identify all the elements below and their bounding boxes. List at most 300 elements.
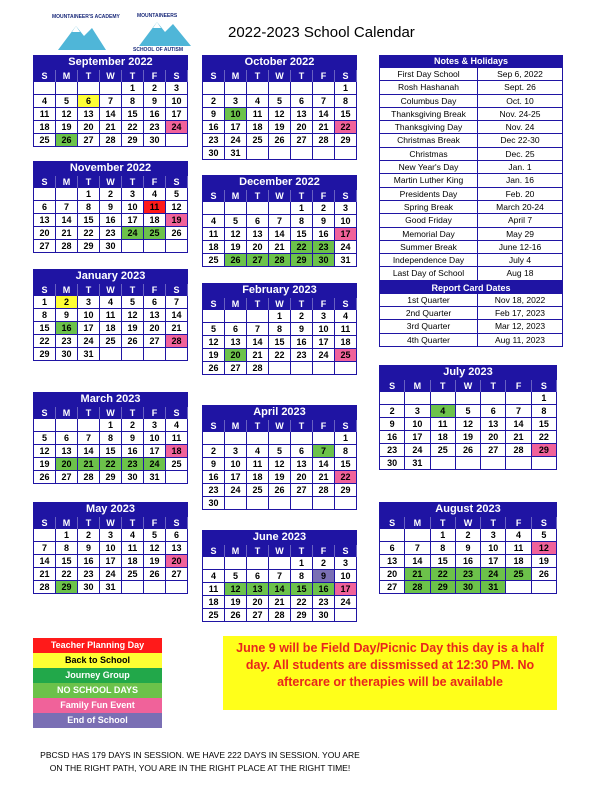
calendar-month-title: August 2023	[379, 502, 557, 516]
calendar-day: 21	[247, 349, 269, 362]
weekday-header: T	[291, 70, 313, 82]
calendar-day: 2	[78, 529, 100, 542]
calendar-day: 5	[532, 529, 557, 542]
calendar-day: 3	[225, 95, 247, 108]
calendar-day: 24	[122, 227, 144, 240]
notes-row	[379, 81, 563, 94]
notes-date: Dec. 25	[505, 148, 535, 159]
weekday-header: T	[431, 380, 456, 392]
calendar-day: 26	[269, 134, 291, 147]
weekday-header: F	[313, 70, 335, 82]
calendar-day: 2	[203, 95, 225, 108]
weekday-header: T	[78, 284, 100, 296]
legend-item: NO SCHOOL DAYS	[33, 683, 162, 698]
calendar-day: 11	[203, 583, 225, 596]
calendar-day: 16	[122, 445, 144, 458]
calendar-day: 2	[313, 557, 335, 570]
calendar-day: 10	[225, 108, 247, 121]
calendar-day: 19	[225, 596, 247, 609]
calendar-day: 3	[335, 202, 357, 215]
calendar-day: 6	[78, 95, 100, 108]
calendar-empty-cell	[166, 581, 188, 594]
notes-event: Christmas	[380, 148, 478, 160]
calendar-day: 6	[166, 529, 188, 542]
notes-date: Dec 22-30	[500, 135, 540, 146]
calendar-grid	[33, 516, 188, 594]
footer-line-2: ON THE RIGHT PATH, YOU ARE IN THE RIGHT PLACE AT THE RIGHT TIME!	[49, 763, 351, 773]
calendar-empty-cell	[225, 497, 247, 510]
calendar-day: 18	[144, 214, 166, 227]
calendar-empty-cell	[100, 348, 122, 361]
calendar-day: 2	[203, 445, 225, 458]
weekday-header: M	[225, 545, 247, 557]
calendar-day: 17	[166, 108, 188, 121]
calendar-day: 23	[313, 596, 335, 609]
calendar-month-title: March 2023	[33, 392, 188, 406]
calendar-empty-cell	[122, 581, 144, 594]
calendar-day: 14	[506, 418, 531, 431]
calendar-day: 27	[481, 444, 506, 457]
mountaineers-academy-logo	[50, 12, 120, 52]
weekday-header: S	[335, 545, 357, 557]
calendar-day: 3	[313, 310, 335, 323]
notes-and-holidays-table	[379, 55, 563, 347]
calendar-day: 6	[291, 445, 313, 458]
calendar-month-title: December 2022	[202, 175, 357, 189]
calendar-day: 14	[78, 445, 100, 458]
calendar-grid	[202, 419, 357, 510]
weekday-header: T	[247, 190, 269, 202]
calendar-day: 13	[481, 418, 506, 431]
calendar-day: 3	[335, 557, 357, 570]
calendar-day: 4	[122, 529, 144, 542]
calendar-day: 26	[532, 568, 557, 581]
calendar-day: 27	[166, 568, 188, 581]
calendar-day: 21	[269, 596, 291, 609]
legend-item: End of School	[33, 713, 162, 728]
calendar-empty-cell	[166, 471, 188, 484]
weekday-header: F	[144, 284, 166, 296]
calendar-day: 13	[166, 542, 188, 555]
calendar-empty-cell	[203, 310, 225, 323]
calendar-empty-cell	[34, 188, 56, 201]
calendar-day: 29	[78, 240, 100, 253]
calendar-day: 18	[166, 445, 188, 458]
calendar-day: 26	[56, 134, 78, 147]
notice-line-2: day. All students are dissmissed at 12:30 PM. No	[245, 658, 535, 672]
weekday-header: T	[78, 176, 100, 188]
calendar-day: 7	[78, 432, 100, 445]
calendar-day: 26	[269, 484, 291, 497]
weekday-header: W	[269, 70, 291, 82]
notes-date: Sept. 26	[504, 82, 536, 93]
calendar-day: 15	[269, 336, 291, 349]
notes-date: June 12-16	[498, 241, 542, 252]
calendar-day: 30	[122, 471, 144, 484]
calendar-empty-cell	[203, 557, 225, 570]
calendar-day: 30	[100, 240, 122, 253]
calendar-day: 20	[291, 471, 313, 484]
calendar-day: 6	[144, 296, 166, 309]
calendar-day: 11	[34, 108, 56, 121]
weekday-header: T	[78, 70, 100, 82]
logo-right-bottom-text: SCHOOL OF AUTISM	[133, 47, 183, 53]
notes-event: Columbus Day	[380, 95, 478, 107]
calendar-day: 9	[122, 432, 144, 445]
weekday-header: W	[100, 70, 122, 82]
calendar-day: 18	[122, 555, 144, 568]
weekday-header: T	[247, 420, 269, 432]
calendar-day: 7	[56, 201, 78, 214]
calendar-day: 31	[78, 348, 100, 361]
calendar-day: 26	[203, 362, 225, 375]
calendar-day: 8	[269, 323, 291, 336]
calendar-day: 4	[247, 95, 269, 108]
weekday-header: S	[166, 70, 188, 82]
calendar-day: 6	[247, 215, 269, 228]
calendar-day: 12	[269, 458, 291, 471]
weekday-header: W	[100, 407, 122, 419]
calendar-day: 16	[100, 214, 122, 227]
calendar-day: 1	[532, 392, 557, 405]
calendar-day: 23	[56, 335, 78, 348]
calendar-day: 18	[203, 596, 225, 609]
calendar-day: 6	[34, 201, 56, 214]
calendar-empty-cell	[247, 202, 269, 215]
calendar-day: 16	[291, 336, 313, 349]
notes-event: Good Friday	[380, 214, 478, 226]
calendar-day: 9	[313, 215, 335, 228]
notes-date: March 20-24	[496, 201, 544, 212]
calendar-day: 16	[78, 555, 100, 568]
calendar-day: 8	[291, 570, 313, 583]
calendar-day: 17	[335, 228, 357, 241]
calendar-jun	[202, 530, 357, 622]
notes-date: Nov. 24-25	[499, 108, 541, 119]
notes-event: Independence Day	[380, 254, 478, 266]
calendar-day: 19	[166, 214, 188, 227]
calendar-day: 1	[291, 557, 313, 570]
calendar-day: 31	[144, 471, 166, 484]
calendar-grid	[33, 69, 188, 147]
calendar-day: 15	[34, 322, 56, 335]
calendar-day: 31	[405, 457, 430, 470]
calendar-day: 3	[481, 529, 506, 542]
notes-date: Oct. 10	[506, 95, 534, 106]
calendar-day: 7	[313, 445, 335, 458]
weekday-header: F	[144, 407, 166, 419]
calendar-day: 16	[56, 322, 78, 335]
calendar-jan	[33, 269, 188, 361]
calendar-day: 15	[122, 108, 144, 121]
calendar-day: 22	[532, 431, 557, 444]
calendar-day: 26	[225, 609, 247, 622]
calendar-empty-cell	[166, 134, 188, 147]
calendar-empty-cell	[225, 82, 247, 95]
report-card-header: Report Card Dates	[379, 281, 563, 294]
calendar-day: 20	[78, 121, 100, 134]
calendar-day: 1	[291, 202, 313, 215]
weekday-header: M	[225, 70, 247, 82]
weekday-header: T	[122, 70, 144, 82]
calendar-day: 18	[247, 471, 269, 484]
calendar-day: 26	[122, 335, 144, 348]
notes-row	[379, 254, 563, 267]
calendar-day: 3	[122, 188, 144, 201]
calendar-day: 9	[100, 201, 122, 214]
calendar-empty-cell	[313, 497, 335, 510]
calendar-day: 23	[100, 227, 122, 240]
calendar-mar	[33, 392, 188, 484]
calendar-day: 5	[34, 432, 56, 445]
notice-line-1: June 9 will be Field Day/Picnic Day this day is a half	[236, 641, 544, 655]
weekday-header: T	[78, 407, 100, 419]
calendar-day: 4	[247, 445, 269, 458]
notes-row	[379, 68, 563, 81]
weekday-header: T	[291, 298, 313, 310]
calendar-day: 20	[380, 568, 405, 581]
calendar-day: 1	[56, 529, 78, 542]
calendar-day: 13	[291, 458, 313, 471]
calendar-day: 8	[78, 201, 100, 214]
calendar-day: 12	[225, 583, 247, 596]
calendar-empty-cell	[122, 240, 144, 253]
calendar-aug	[379, 502, 557, 594]
calendar-day: 22	[335, 471, 357, 484]
calendar-jul	[379, 365, 557, 470]
calendar-day: 25	[335, 349, 357, 362]
calendar-day: 27	[247, 609, 269, 622]
calendar-day: 4	[100, 296, 122, 309]
calendar-day: 20	[225, 349, 247, 362]
calendar-day: 29	[56, 581, 78, 594]
weekday-header: M	[225, 420, 247, 432]
notes-row	[379, 134, 563, 147]
calendar-day: 19	[269, 121, 291, 134]
calendar-empty-cell	[431, 392, 456, 405]
calendar-day: 8	[100, 432, 122, 445]
calendar-empty-cell	[456, 392, 481, 405]
calendar-empty-cell	[291, 432, 313, 445]
calendar-empty-cell	[166, 348, 188, 361]
calendar-day: 27	[56, 471, 78, 484]
calendar-day: 21	[166, 322, 188, 335]
calendar-empty-cell	[313, 432, 335, 445]
calendar-empty-cell	[269, 362, 291, 375]
calendar-day: 13	[291, 108, 313, 121]
school-of-autism-logo	[133, 12, 195, 52]
calendar-day: 9	[78, 542, 100, 555]
calendar-day: 29	[532, 444, 557, 457]
calendar-day: 29	[100, 471, 122, 484]
calendar-day: 17	[405, 431, 430, 444]
calendar-day: 26	[225, 254, 247, 267]
notes-row	[379, 95, 563, 108]
calendar-day: 21	[34, 568, 56, 581]
calendar-day: 17	[335, 583, 357, 596]
weekday-header: T	[247, 298, 269, 310]
weekday-header: F	[144, 70, 166, 82]
notes-event: Christmas Break	[380, 134, 478, 146]
weekday-header: T	[122, 284, 144, 296]
calendar-month-title: April 2023	[202, 405, 357, 419]
notes-row	[379, 294, 563, 307]
calendar-day: 1	[78, 188, 100, 201]
calendar-empty-cell	[122, 348, 144, 361]
calendar-day: 8	[335, 95, 357, 108]
calendar-day: 16	[380, 431, 405, 444]
calendar-month-title: January 2023	[33, 269, 188, 283]
notes-row	[379, 320, 563, 333]
logo-left-text: MOUNTAINEER'S ACADEMY	[52, 14, 120, 20]
calendar-day: 6	[247, 570, 269, 583]
notes-event: 3rd Quarter	[380, 320, 478, 332]
weekday-header: F	[506, 517, 531, 529]
notes-event: New Year's Day	[380, 161, 478, 173]
calendar-day: 28	[313, 484, 335, 497]
calendar-empty-cell	[78, 419, 100, 432]
calendar-day: 11	[247, 458, 269, 471]
calendar-day: 22	[34, 335, 56, 348]
notes-row	[379, 267, 563, 280]
calendar-day: 11	[335, 323, 357, 336]
calendar-day: 13	[34, 214, 56, 227]
calendar-day: 21	[506, 431, 531, 444]
weekday-header: F	[313, 190, 335, 202]
calendar-grid	[202, 297, 357, 375]
calendar-day: 20	[166, 555, 188, 568]
calendar-day: 13	[247, 583, 269, 596]
calendar-day: 25	[100, 335, 122, 348]
calendar-day: 29	[122, 134, 144, 147]
weekday-header: S	[380, 380, 405, 392]
calendar-day: 10	[335, 215, 357, 228]
calendar-day: 30	[56, 348, 78, 361]
weekday-header: S	[203, 70, 225, 82]
calendar-day: 17	[481, 555, 506, 568]
calendar-apr	[202, 405, 357, 510]
notes-row	[379, 121, 563, 134]
calendar-day: 10	[144, 432, 166, 445]
field-day-notice	[223, 636, 557, 710]
calendar-day: 2	[144, 82, 166, 95]
calendar-day: 4	[431, 405, 456, 418]
calendar-day: 1	[122, 82, 144, 95]
calendar-empty-cell	[56, 188, 78, 201]
page-title: 2022-2023 School Calendar	[228, 24, 415, 41]
calendar-empty-cell	[247, 557, 269, 570]
color-legend	[33, 638, 162, 728]
calendar-day: 27	[291, 134, 313, 147]
calendar-day: 5	[456, 405, 481, 418]
calendar-day: 21	[100, 121, 122, 134]
calendar-day: 28	[247, 362, 269, 375]
weekday-header: S	[335, 420, 357, 432]
calendar-day: 22	[78, 227, 100, 240]
calendar-day: 16	[313, 583, 335, 596]
calendar-day: 23	[313, 241, 335, 254]
notes-row	[379, 334, 563, 347]
calendar-empty-cell	[34, 419, 56, 432]
calendar-day: 9	[380, 418, 405, 431]
weekday-header: F	[144, 517, 166, 529]
calendar-day: 2	[122, 419, 144, 432]
calendar-empty-cell	[166, 240, 188, 253]
notes-event: Rosh Hashanah	[380, 81, 478, 93]
notes-date: Jan. 16	[506, 175, 534, 186]
calendar-grid	[33, 406, 188, 484]
weekday-header: S	[166, 176, 188, 188]
calendar-day: 22	[269, 349, 291, 362]
weekday-header: S	[34, 70, 56, 82]
calendar-day: 13	[380, 555, 405, 568]
weekday-header: W	[100, 284, 122, 296]
calendar-day: 27	[34, 240, 56, 253]
calendar-day: 28	[100, 134, 122, 147]
calendar-day: 21	[313, 471, 335, 484]
calendar-empty-cell	[291, 362, 313, 375]
calendar-day: 10	[335, 570, 357, 583]
calendar-day: 22	[291, 596, 313, 609]
calendar-day: 12	[456, 418, 481, 431]
calendar-day: 20	[144, 322, 166, 335]
weekday-header: S	[335, 70, 357, 82]
weekday-header: W	[456, 517, 481, 529]
calendar-day: 17	[225, 471, 247, 484]
calendar-empty-cell	[405, 392, 430, 405]
calendar-day: 25	[247, 134, 269, 147]
weekday-header: S	[166, 517, 188, 529]
calendar-day: 1	[431, 529, 456, 542]
calendar-empty-cell	[100, 82, 122, 95]
calendar-day: 25	[203, 254, 225, 267]
notes-date: Nov 18, 2022	[494, 294, 546, 305]
calendar-day: 15	[100, 445, 122, 458]
weekday-header: F	[144, 176, 166, 188]
notes-row	[379, 201, 563, 214]
calendar-day: 3	[225, 445, 247, 458]
weekday-header: T	[122, 176, 144, 188]
calendar-day: 12	[34, 445, 56, 458]
calendar-day: 4	[144, 188, 166, 201]
calendar-day: 12	[166, 201, 188, 214]
calendar-day: 19	[225, 241, 247, 254]
calendar-day: 5	[144, 529, 166, 542]
calendar-month-title: October 2022	[202, 55, 357, 69]
calendar-day: 25	[166, 458, 188, 471]
calendar-day: 22	[56, 568, 78, 581]
calendar-day: 4	[506, 529, 531, 542]
calendar-empty-cell	[247, 497, 269, 510]
calendar-day: 7	[269, 215, 291, 228]
calendar-day: 5	[166, 188, 188, 201]
calendar-day: 25	[34, 134, 56, 147]
calendar-day: 13	[247, 228, 269, 241]
calendar-day: 24	[335, 241, 357, 254]
calendar-day: 28	[405, 581, 430, 594]
calendar-day: 11	[203, 228, 225, 241]
weekday-header: W	[100, 517, 122, 529]
calendar-day: 26	[456, 444, 481, 457]
weekday-header: S	[380, 517, 405, 529]
calendar-day: 30	[380, 457, 405, 470]
calendar-day: 12	[225, 228, 247, 241]
calendar-empty-cell	[532, 457, 557, 470]
calendar-day: 18	[506, 555, 531, 568]
calendar-day: 15	[335, 108, 357, 121]
calendar-day: 2	[56, 296, 78, 309]
weekday-header: T	[247, 545, 269, 557]
